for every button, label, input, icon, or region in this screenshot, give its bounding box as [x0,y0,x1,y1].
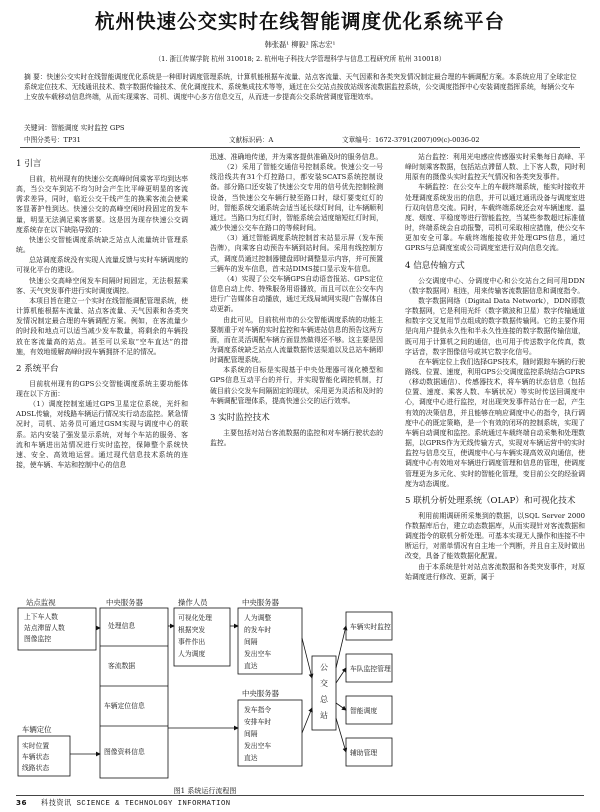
affiliations: （1. 浙江传媒学院 杭州 310018; 2. 杭州电子科技大学管理科学与信息工程研究所 杭州 310018） [154,55,446,63]
section-heading: 5 联机分析处理系统（OLAP）和可视化技术 [405,495,576,506]
footer-rule [16,795,584,796]
svg-text:事件作出: 事件作出 [178,638,206,646]
svg-text:的发车时: 的发车时 [244,626,272,634]
svg-text:实时位置: 实时位置 [22,742,50,750]
paragraph: 总站调度系统没有实现人流量反馈与实时车辆调度的可视化平台的建设。 [16,256,188,275]
document-code: 文献标识码：A [229,136,274,144]
paragraph: 目前，杭州现有的快速公交高峰时间乘客平均到达率高，当公交车到站不均匀时会产生比平峰更明显的客流需求差异，同时，临近公交干线产生的换乘客流会使乘客显著护性到达。快速公交的高峰空闲时段固定的发车量，明显无法满足乘客需要。这是因为现存快速公交调度系统存在以下缺陷导致的： [16,175,188,234]
svg-text:车辆实时监控: 车辆实时监控 [350,623,391,631]
paragraph: 迅速、准确地传递，并为乘客提供准确及时的服务信息。 [210,153,383,161]
svg-text:站点滞留人数: 站点滞留人数 [24,624,65,632]
svg-text:间隔: 间隔 [244,638,258,646]
svg-text:图像监控: 图像监控 [24,635,52,643]
section-heading: 2 系统平台 [16,363,59,374]
abstract: 摘 要：快速公交实时在线智能调度优化系统是一种即时调度管理系统，计算机能根据车流量、站点客流量、天气因素和各类突发情况制定最合理的车辆调配方案。本系统应用了全球定位系统定位技术、无线通讯技术、数字数据传输技术、优化调度技术、系统集成技术等等，通过在公交站点按放站级客流数据监控系统，公交调度指挥中心安装调度指挥系统，每辆公交车上安放车载移动信息终端，从而实现乘客、司机、调度中心多方信息交互，从而进一步提高公交系统营调度管理效率。 [24,73,577,102]
paragraph: 本系统的目标是实现基于中央处理器可视化模型和GPS信息互动平台的并行，并实现智能化调控机制，打破目前公交发车间隔固定的现状，采用更为灵活和及时的车辆调配管理体系，提高快速公交的运行效率。 [210,366,383,405]
figure-caption: 图1 系统运行流程图 [173,787,237,795]
paragraph: 在车辆定位上我们选择GPS技术，随时跟踪车辆的行驶路线、位置、速度，利用GPS公交调度监控系统结合GPRS（移动数据通信）、传感器技术，将车辆的状态信息（包括位置、速度、乘客人数、车辆状况）等实时传送回调度中心，调度中心进行监控，对出现突发事件站台在一起，产生有效的决策信息，并且能够在响应调度中心的指令，执行调度中心的既定策略，是一个有效的闭环的控制系统，实现了车辆自动调度和监控。系统通过车载终端自动采集和处理数据，以GPRS作为无线传输方式，实现对车辆运营中的实时监控与信息交互，使调度中心与车辆实现高效双向通信，使调度中心有效地对车辆进行调度管理和信息的管理，使调度管理更为多元化、实时的智能化管理，变目前公交的经验调度为动态调度。 [405,357,585,488]
svg-text:线路状态: 线路状态 [22,764,50,772]
system-flow-figure [16,598,394,784]
column-1 [16,152,188,470]
paragraph: （4）实现了公交车辆GPS自动语音报站、GPS定位信息自动上传、特殊服务用语播放，而且可以在公交车内进行广告媒体自动播放，通过无线局域网实现广告媒体自动更新。 [210,274,383,314]
central-server-3-label: 中央服务器 [242,689,279,698]
svg-text:间隔: 间隔 [244,730,258,738]
svg-text:上下车人数: 上下车人数 [24,613,58,621]
page-number: 36 [16,798,28,807]
authors: 韩张磊¹ 柳毅² 陈志宏¹ [264,40,336,49]
paragraph: （2）采用了智能交通信号控制系统。快速公交一号线沿线共有31个灯控路口，都安装SCATS系统控制设备。部分路口还安装了快速公交专用的信号优先控制检测设备，当快速公交车辆行驶至路口时，绿灯要变红灯的时，智能系统交通系统会适当延长绿灯时间，让车辆顺利通过。当路口为红灯时，智能系统会适度缩短红灯时间，减少快速公交车在路口的等候时间。 [210,163,383,233]
paragraph: 车辆监控：在公交车上的车载终端系统，能实时接收并处理调度系统发出的信息，并可以通过通讯设备与调度室进行双向信息交流。同时，车载终端系统还会对车辆速度、温度、烟度、平稳度等进行智能监控，当某些参数超过标准值时，终端系统会自动报警，司机可采取相应措施，使公交车更加安全可靠。车载终端能接收并处理GPS信息，通过GPRS与总调度室或公司调度室进行双向信息交流。 [405,183,585,253]
paragraph: 主要包括对站台客流数据的监控和对车辆行驶状态的监控。 [210,428,383,448]
svg-text:发出空车: 发出空车 [244,742,272,750]
keywords: 关键词：智能调度 实时监控 GPS [24,124,125,132]
article-number: 文章编号：1672-3791(2007)09(c)-0036-02 [342,136,480,144]
central-server-2-label: 中央服务器 [242,598,279,607]
journal-name: 科技资讯 SCIENCE & TECHNOLOGY INFORMATION [41,800,231,808]
paragraph: 由于本系统是针对站点客流数据和各类突发事件，对原始调度进行修改、更新，属于 [405,562,585,581]
section-heading: 4 信息传输方式 [405,260,465,271]
vehicle-locate-label: 车辆定位 [22,725,52,734]
svg-text:车辆状态: 车辆状态 [22,753,50,761]
svg-text:发出空车: 发出空车 [244,650,272,658]
svg-text:处理信息: 处理信息 [108,622,136,630]
svg-text:智能调度: 智能调度 [350,707,378,715]
svg-text:车队监控管理: 车队监控管理 [350,665,391,673]
svg-text:根据突发: 根据突发 [178,626,206,634]
svg-text:车辆定位信息: 车辆定位信息 [104,702,145,710]
svg-text:图像资料信息: 图像资料信息 [104,748,145,756]
paragraph: 快速公交智能调度系统缺乏站点人流量统计管理系统。 [16,235,188,255]
paragraph: 快速公交高峰空闲发车间隔时间固定，无法根据乘客、天气突发事件进行实时调度调控。 [16,276,188,295]
paper-title: 杭州快速公交实时在线智能调度优化系统平台 [94,10,505,33]
svg-text:发车指令: 发车指令 [244,706,272,714]
column-2 [210,152,383,448]
paragraph: 本项目旨在建立一个实时在线智能调配管理系统，使计算机能根据车流量、站点客流量、天气因素和各类突发情况制定最合理的车辆调配方案。例如，在客流量少的时段和地点可以适当减少发车数量，将剩余的车辆投放在客流量高的站点。甚至可以采取“空车直达”的措施，有效地缓解高峰时段车辆拥挤不足的情况。 [16,296,188,356]
operator-label: 操作人员 [178,598,208,607]
paragraph: 数字数据网络（Digital Data Network），DDN即数字数据网，它是利用光纤（数字微波和卫星）数字传输通道和数字交叉复用节点组成的数字数据传输网。它的主要作用是向用户提供永久性和半永久性连接的数字数据传输信道，既可用于计算机之间的通信，也可用于传送数字化传真，数字话音，数字图像信号或其它数字化信号。 [405,296,585,356]
section-heading: 1 引言 [16,159,42,169]
paragraph: 公交调度中心、分调度中心和公交站台之间可用DDN（数字数据网）相连，用来传输客流数据信息和调度指令。 [405,276,585,295]
paragraph: 站台监控：利用光电感应传感器实时采集每日高峰、平峰时刻乘客数据，包括站点滞留人数、上下客人数，同时利用原有的摄像头实时监控天气情况和各类突发事件。 [405,153,585,182]
svg-text:辅助管理: 辅助管理 [350,749,378,757]
station-monitor-label: 站点监视 [26,598,56,607]
central-server-1-label: 中央服务器 [106,598,143,607]
paragraph: 利用前期调研所采集到的数据，以SQL Server 2000作数据库后台，建立动态数据库，从而实现针对客流数据和调度指令的联机分析处理。可基本实现无人操作和连接不中断运行，对需单情况有自主地一个判断，并且自主及时做出改变，具备了能效数据化配置。 [405,511,585,561]
page-footer [16,798,231,808]
svg-text:人为调整: 人为调整 [244,614,272,622]
paragraph: 由此可见，目前杭州市的公交智能调度系统的功能主要制重于对车辆的实时监控和车辆进站信息的预告这两方面，而在灵活调配车辆方面显然做得还不够。这主要是因为调度系统缺乏站点人流量数据传送渠道以及总站车辆即时调配管理系统。 [210,315,383,365]
svg-text:可视化处理: 可视化处理 [178,614,212,622]
bus-hub-label: 公交总站 [320,663,328,720]
paragraph: 目前杭州现有的GPS公交智能调度系统主要功能体现在以下方面： [16,379,188,398]
paragraph: （3）通过智能调度系统控制首末站显示屏（发车预告牌），向乘客自动预告车辆到站时间。采用有线控制方式，调度员通过控制器键盘即时调整显示内容，并可预置三辆车的发车信息，首末站DIMS接口显示发车信息。 [210,234,383,273]
svg-text:直达: 直达 [244,754,258,762]
paragraph: （1）调度控制室通过GPS卫星定位系统，光纤和ADSL传输，对线路车辆运行情况实行动态监控。紧急情况时，司机、站务员可通过GSM实现与调度中心的联系。站内安装了强发显示系统，对每个车站的服务、客流和车辆进出站情况进行实时监控，保障整个系统快速、安全、高效地运营。通过现代信息技术系统的连接，使车辆、车站和控制中心的信息 [16,400,188,470]
header-rule [20,147,580,148]
section-heading: 3 实时监控技术 [210,412,270,423]
svg-text:人为调度: 人为调度 [178,650,206,658]
svg-text:客流数据: 客流数据 [108,662,136,670]
column-3 [405,152,585,582]
svg-text:直达: 直达 [244,662,258,670]
clc-number: 中图分类号：TP31 [24,136,81,144]
svg-text:安排车时: 安排车时 [244,718,272,726]
